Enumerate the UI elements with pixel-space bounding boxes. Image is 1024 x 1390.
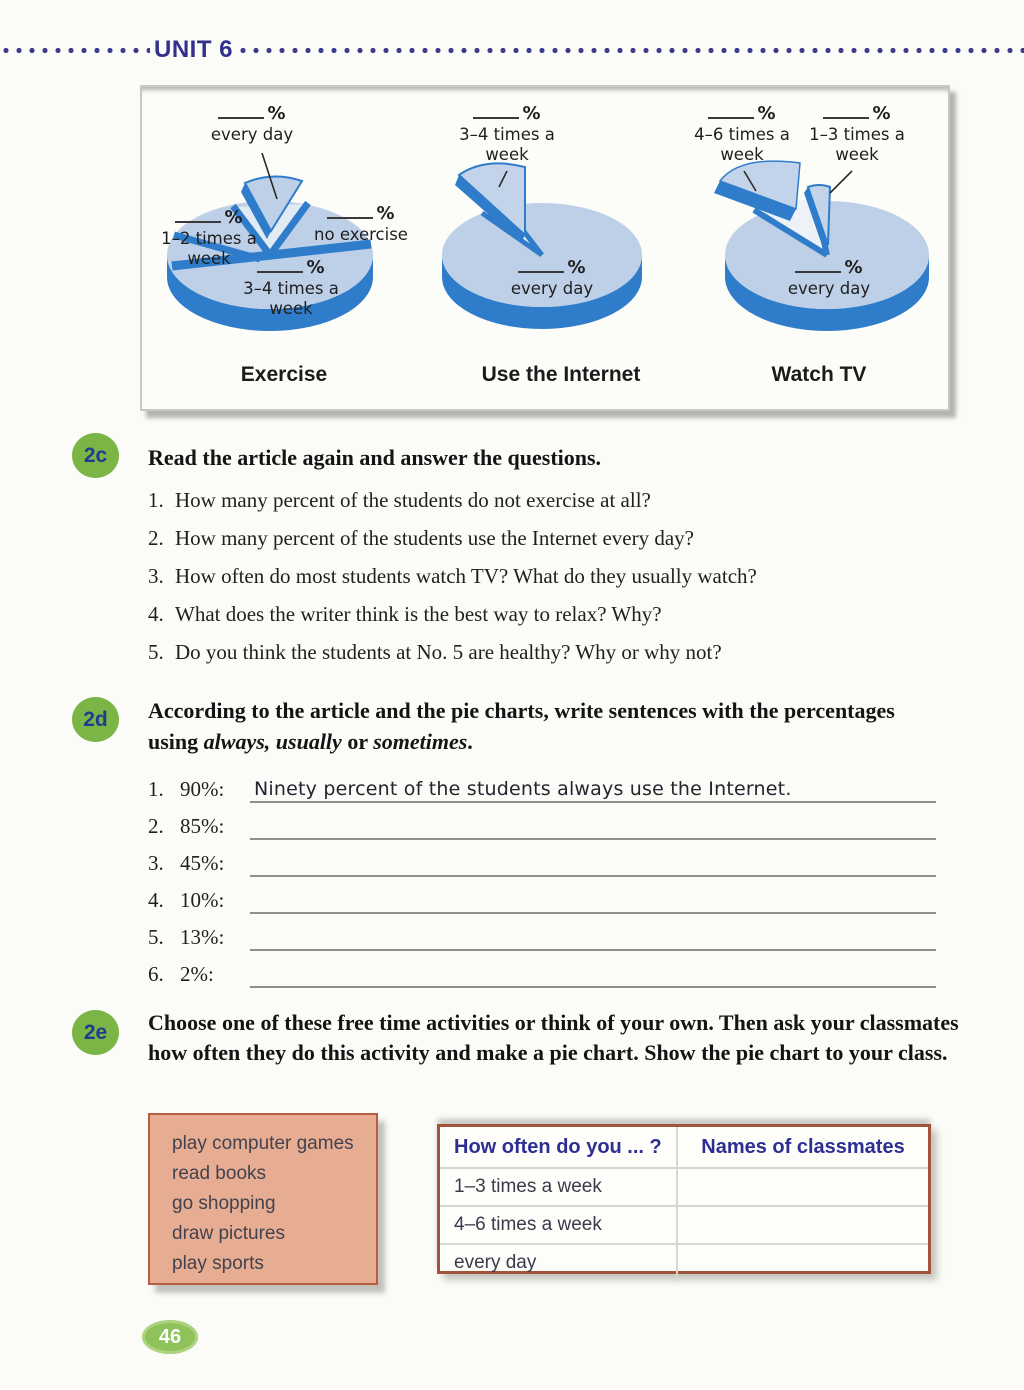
dotted-line-right [237, 47, 1024, 54]
dotted-line-left [0, 47, 150, 54]
fill-blank [708, 104, 754, 119]
sentence-item: 4. 10%: [148, 877, 936, 914]
chart-caption: Watch TV [771, 363, 867, 386]
leader-line [830, 171, 852, 193]
section-2c-badge: 2c [72, 433, 119, 478]
table-header-names: Names of classmates [701, 1135, 905, 1158]
fill-blank [518, 258, 564, 273]
sentence-item: 3. 45%: [148, 840, 936, 877]
frequency-cell: 4–6 times a week [440, 1207, 678, 1243]
percentage-sentence-list [148, 766, 936, 988]
sentence-item: 5. 13%: [148, 914, 936, 951]
write-in-line [250, 808, 936, 840]
question-text: How many percent of the students use the Internet every day? [175, 526, 694, 550]
table-header-frequency: How often do you ... ? [440, 1127, 678, 1167]
pie-label-1-3-times: % 1–3 times a week [809, 103, 905, 164]
write-in-line [250, 845, 936, 877]
pie-label-every-day: % every day [510, 257, 594, 299]
write-in-line [250, 956, 936, 988]
survey-table [437, 1124, 931, 1274]
sentence-item: 2. 85%: [148, 803, 936, 840]
pie-label-4-6-times: % 4–6 times a week [694, 103, 790, 164]
chart-caption: Exercise [240, 363, 328, 386]
section-2e-heading: Choose one of these free time activities or think of your own. Then ask your classmates how often they do this activity and make a pie chart. Show the pie chart to your class. [148, 1010, 959, 1065]
unit-header [0, 36, 1024, 64]
names-cell [678, 1207, 928, 1243]
table-header-row [440, 1127, 928, 1167]
pie-label-3-4-times: % 3–4 times a week [243, 257, 339, 318]
pie-label-every-day: % every day [210, 103, 294, 145]
fill-blank [327, 204, 373, 219]
write-in-line [250, 919, 936, 951]
question-text: How many percent of the students do not exercise at all? [175, 488, 651, 512]
chart-tv [694, 95, 944, 401]
names-cell [678, 1169, 928, 1205]
write-in-line [250, 771, 936, 803]
pie-label-3-4-times: % 3–4 times a week [459, 103, 555, 164]
activity-list-box [148, 1113, 378, 1285]
fill-blank [218, 104, 264, 119]
table-row [440, 1167, 928, 1205]
write-in-line [250, 882, 936, 914]
sentence-item: 6. 2%: [148, 951, 936, 988]
fill-blank [257, 258, 303, 273]
chart-caption: Use the Internet [481, 363, 641, 386]
chart-exercise [150, 95, 418, 401]
frequency-cell: every day [440, 1245, 678, 1281]
names-cell [678, 1245, 928, 1281]
fill-blank [473, 104, 519, 119]
section-2c-heading: Read the article again and answer the questions. [148, 445, 602, 470]
question-text: Do you think the students at No. 5 are healthy? Why or why not? [175, 640, 722, 664]
pie-label-every-day: % every day [787, 257, 871, 299]
fill-blank [823, 104, 869, 119]
section-2d-heading: According to the article and the pie charts, write sentences with the percentages using always, usually or sometimes. [148, 698, 895, 754]
table-row [440, 1205, 928, 1243]
question-list [148, 488, 958, 678]
activity-item: draw pictures [172, 1223, 285, 1244]
question-item: 2. How many percent of the students use the Internet every day? [148, 526, 694, 550]
frequency-cell: 1–3 times a week [440, 1169, 678, 1205]
pie-charts-panel [140, 85, 950, 411]
section-2e-badge: 2e [72, 1010, 119, 1055]
pie-label-no-exercise: % no exercise [314, 203, 408, 245]
sentence-item: 1. 90%: Ninety percent of the students always use the Internet. [148, 766, 936, 803]
section-2d-badge: 2d [72, 697, 119, 742]
activity-item: play computer games [172, 1133, 354, 1154]
page-number-badge: 46 [142, 1320, 198, 1354]
question-text: What does the writer think is the best way to relax? Why? [175, 602, 662, 626]
activity-item: go shopping [172, 1193, 276, 1214]
activity-item: play sports [172, 1253, 264, 1274]
question-text: How often do most students watch TV? What do they usually watch? [175, 564, 757, 588]
activity-item: read books [172, 1163, 267, 1184]
fill-blank [175, 208, 221, 223]
chart-internet [427, 95, 695, 401]
question-item: 5. Do you think the students at No. 5 are healthy? Why or why not? [148, 640, 722, 664]
unit-title: UNIT 6 [154, 36, 234, 63]
question-item: 4. What does the writer think is the best way to relax? Why? [148, 602, 662, 626]
question-item: 1. How many percent of the students do not exercise at all? [148, 488, 651, 512]
fill-blank [795, 258, 841, 273]
handwritten-answer: Ninety percent of the students always use the Internet. [254, 778, 792, 800]
question-item: 3. How often do most students watch TV? What do they usually watch? [148, 564, 757, 588]
pie-label-1-2-times: % 1–2 times a week [161, 207, 257, 268]
table-row [440, 1243, 928, 1281]
